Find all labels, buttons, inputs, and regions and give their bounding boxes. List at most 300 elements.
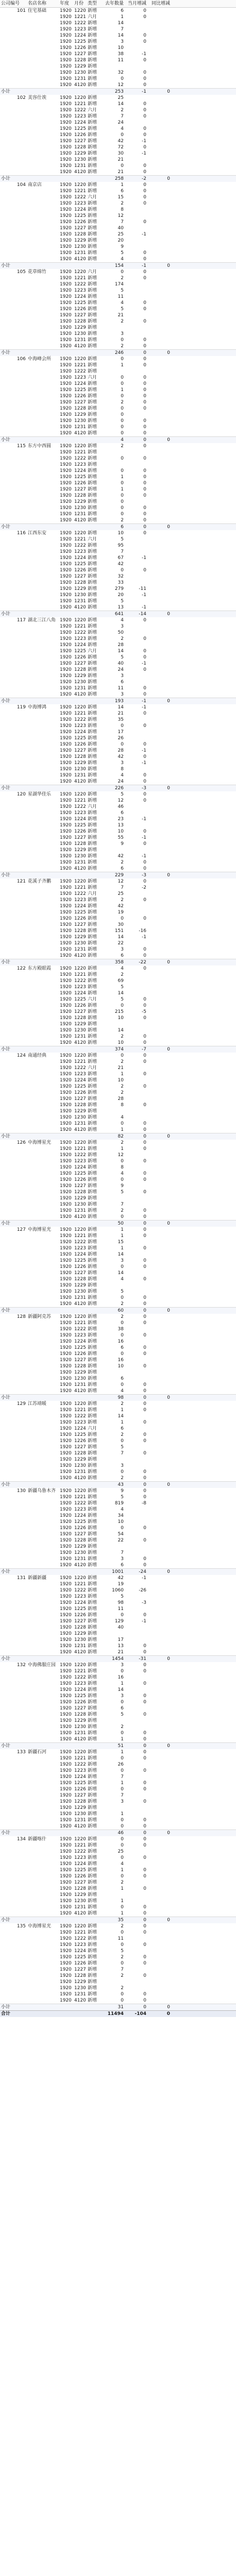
diff-cell: 0: [143, 1015, 146, 1021]
company-cell: [0, 200, 15, 207]
table-row: [0, 1177, 236, 1183]
pct-cell: [149, 1954, 170, 1960]
store-id-cell: [15, 1879, 28, 1886]
pct-cell: [149, 642, 170, 648]
store-name-cell: [28, 810, 60, 816]
company-cell: [0, 1718, 15, 1724]
type-cell: 新增: [88, 1333, 97, 1338]
table-row: [0, 885, 236, 891]
type-cell: 新增: [88, 1805, 97, 1810]
count-cell: 5: [121, 307, 124, 312]
count-cell: 0: [121, 1613, 124, 1618]
count-cell: 0: [121, 512, 124, 517]
store-name-cell: [28, 163, 60, 169]
table-row: [0, 853, 236, 859]
store-name-cell: [28, 1979, 60, 1985]
company-cell: [0, 580, 15, 586]
count-cell: 14: [117, 935, 124, 940]
subtotal-row: [0, 262, 236, 269]
count-cell: 14: [117, 1687, 124, 1692]
store-id-cell: [15, 772, 28, 778]
store-id-cell: [15, 778, 28, 785]
subtotal-diff-cell: -14: [139, 612, 146, 617]
year-cell: 1920: [60, 1270, 72, 1276]
pct-cell: [149, 318, 170, 325]
pct-cell: [149, 1991, 170, 1997]
store-id-cell: [15, 1649, 28, 1655]
store-id-cell: 120: [16, 792, 26, 797]
subtotal-label-cell: 小计: [1, 612, 11, 617]
diff-cell: [128, 1027, 149, 1033]
month-cell: 1229: [74, 412, 86, 417]
store-id-cell: [15, 1730, 28, 1736]
month-cell: 1230: [74, 418, 86, 423]
table-row: [0, 953, 236, 959]
pct-cell: [149, 1948, 170, 1954]
year-cell: 1920: [60, 1140, 72, 1145]
count-cell: 3: [121, 1799, 124, 1804]
year-cell: 1920: [60, 1911, 72, 1916]
store-name-cell: [28, 337, 60, 343]
pct-cell: [149, 1612, 170, 1618]
year-cell: 1920: [60, 1015, 72, 1021]
subtotal-diff-cell: -3: [142, 873, 146, 878]
month-cell: 1222: [74, 891, 86, 896]
count-cell: 11: [117, 1936, 124, 1941]
store-name-cell: [28, 1201, 60, 1208]
year-cell: 1920: [60, 1762, 72, 1767]
store-name-cell: [28, 1003, 60, 1009]
type-cell: 新增: [88, 163, 97, 168]
diff-cell: [128, 549, 149, 555]
company-cell: [0, 1102, 15, 1108]
year-cell: 1920: [60, 1258, 72, 1263]
company-cell: [0, 1531, 15, 1537]
table-row: [0, 207, 236, 213]
count-cell: 2: [121, 1084, 124, 1089]
table-row: [0, 1519, 236, 1525]
type-cell: 新增: [88, 916, 97, 921]
company-cell: [0, 511, 15, 517]
count-cell: 0: [121, 1320, 124, 1326]
type-cell: 新增: [88, 101, 97, 107]
table-row: [0, 592, 236, 598]
store-id-cell: 135: [16, 1924, 26, 1929]
table-row: [0, 916, 236, 922]
count-cell: 30: [117, 151, 124, 156]
subtotal-empty-cell: [74, 785, 88, 791]
count-cell: 129: [114, 1619, 124, 1624]
count-cell: 40: [117, 1625, 124, 1630]
type-cell: 新增: [88, 928, 97, 934]
type-cell: 新增: [88, 1090, 97, 1095]
store-name-cell: [28, 940, 60, 946]
company-cell: [0, 878, 15, 885]
month-cell: 1224: [74, 642, 86, 648]
pct-cell: [149, 269, 170, 275]
subtotal-label-cell: 小计: [1, 873, 11, 878]
type-cell: 新增: [88, 1911, 97, 1916]
type-cell: 新增: [88, 879, 97, 884]
pct-cell: [149, 1525, 170, 1531]
year-cell: 1920: [60, 1687, 72, 1692]
store-name-cell: [28, 1711, 60, 1718]
type-cell: 新增: [88, 337, 97, 343]
pct-cell: [149, 462, 170, 468]
count-cell: [101, 1892, 128, 1898]
type-cell: 新增: [88, 1712, 97, 1717]
table-row: [0, 1544, 236, 1550]
table-row: [0, 760, 236, 766]
subtotal-count-cell: 246: [114, 350, 124, 355]
month-cell: 1230: [74, 1202, 86, 1207]
pct-cell: [149, 63, 170, 70]
pct-cell: [149, 549, 170, 555]
count-cell: 28: [117, 642, 124, 648]
count-cell: 9: [121, 1183, 124, 1189]
store-id-cell: [15, 735, 28, 741]
month-cell: 1227: [74, 1967, 86, 1972]
diff-cell: 0: [143, 1905, 146, 1910]
year-cell: 1920: [60, 1650, 72, 1655]
store-name-cell: [28, 1376, 60, 1382]
type-cell: 新增: [88, 1637, 97, 1642]
store-id-cell: [15, 1537, 28, 1544]
diff-cell: 0: [143, 866, 146, 871]
pct-cell: [149, 368, 170, 375]
diff-cell: [128, 847, 149, 853]
count-cell: 1: [121, 1911, 124, 1916]
month-cell: 1222: [74, 978, 86, 984]
type-cell: 新增: [88, 512, 97, 517]
store-id-cell: 117: [16, 618, 26, 623]
month-cell: 1230: [74, 1986, 86, 1991]
count-cell: 3: [121, 760, 124, 766]
count-cell: 1: [121, 1072, 124, 1077]
company-cell: [0, 1643, 15, 1649]
company-cell: [0, 1363, 15, 1369]
table-row: [0, 729, 236, 735]
store-id-cell: [15, 1127, 28, 1133]
store-name-cell: [28, 922, 60, 928]
month-cell: 1231: [74, 947, 86, 952]
count-cell: 55: [117, 835, 124, 840]
count-cell: 67: [117, 555, 124, 561]
diff-cell: 0: [143, 132, 146, 138]
count-cell: 14: [117, 1028, 124, 1033]
table-row: [0, 1388, 236, 1394]
subtotal-empty-cell: [60, 1569, 74, 1575]
store-id-cell: [15, 1693, 28, 1699]
store-name-cell: [28, 188, 60, 194]
company-cell: [0, 1823, 15, 1829]
store-name-cell: [28, 169, 60, 175]
table-row: [0, 1730, 236, 1736]
month-cell: 1224: [74, 1426, 86, 1431]
diff-cell: 0: [143, 1320, 146, 1326]
pct-cell: [149, 1550, 170, 1556]
year-cell: 1920: [60, 369, 72, 374]
pct-cell: [149, 1786, 170, 1792]
diff-cell: 0: [143, 14, 146, 20]
type-cell: 新增: [88, 1327, 97, 1332]
store-id-cell: [15, 1096, 28, 1102]
pct-cell: [149, 1102, 170, 1108]
store-name-cell: [28, 480, 60, 486]
store-name-cell: [28, 1146, 60, 1152]
year-cell: 1920: [60, 307, 72, 312]
table-row: [0, 182, 236, 188]
month-cell: 1225: [74, 1868, 86, 1873]
year-cell: 1920: [60, 1314, 72, 1319]
month-cell: 4120: [74, 605, 86, 610]
store-id-cell: [15, 399, 28, 405]
type-cell: 六月: [88, 649, 97, 654]
type-cell: 新增: [88, 1793, 97, 1798]
month-cell: 1229: [74, 1457, 86, 1462]
store-id-cell: [15, 312, 28, 318]
count-cell: 2: [121, 344, 124, 349]
company-cell: [0, 1276, 15, 1282]
year-cell: 1920: [60, 1594, 72, 1599]
company-cell: [0, 1177, 15, 1183]
type-cell: 新增: [88, 1724, 97, 1730]
company-cell: [0, 536, 15, 543]
store-id-cell: [15, 1301, 28, 1307]
company-cell: [0, 940, 15, 946]
table-row: [0, 26, 236, 32]
subtotal-count-cell: 193: [114, 699, 124, 704]
company-cell: [0, 1612, 15, 1618]
store-name-cell: [28, 343, 60, 349]
month-cell: 1220: [74, 618, 86, 623]
store-name-cell: [28, 244, 60, 250]
subtotal-empty-cell: [88, 1221, 101, 1227]
store-name-cell: [28, 660, 60, 667]
diff-cell: 0: [143, 1140, 146, 1145]
diff-cell: -1: [142, 854, 146, 859]
store-name-cell: [28, 1967, 60, 1973]
store-name-cell: [28, 312, 60, 318]
type-cell: 新增: [88, 325, 97, 330]
subtotal-empty-cell: [15, 698, 28, 704]
table-row: [0, 1612, 236, 1618]
subtotal-empty-cell: [88, 89, 101, 95]
diff-cell: 0: [143, 1693, 146, 1699]
count-cell: 1: [121, 1246, 124, 1251]
type-cell: 新增: [88, 1718, 97, 1723]
pct-cell: [149, 654, 170, 660]
type-cell: 新增: [88, 238, 97, 243]
year-cell: 1920: [60, 991, 72, 996]
type-cell: 新增: [88, 1476, 97, 1481]
store-name-cell: [28, 1419, 60, 1426]
subtotal-empty-cell: [15, 872, 28, 878]
store-id-cell: [15, 1195, 28, 1201]
table-row: [0, 455, 236, 462]
store-id-cell: [15, 1108, 28, 1114]
month-cell: 1225: [74, 1432, 86, 1437]
year-cell: 1920: [60, 1986, 72, 1991]
count-cell: 0: [121, 406, 124, 411]
diff-cell: [128, 95, 149, 101]
table-row: [0, 1208, 236, 1214]
company-cell: [0, 82, 15, 88]
count-cell: 0: [121, 1333, 124, 1338]
subtotal-empty-cell: [28, 2004, 60, 2010]
pct-cell: [149, 1183, 170, 1189]
store-name-cell: [28, 399, 60, 405]
store-id-cell: [15, 660, 28, 667]
count-cell: 0: [121, 1843, 124, 1848]
type-cell: 新增: [88, 282, 97, 287]
store-id-cell: [15, 387, 28, 393]
table-row: [0, 343, 236, 349]
diff-cell: 0: [143, 1495, 146, 1500]
subtotal-empty-cell: [60, 263, 74, 269]
count-cell: 819: [114, 1501, 124, 1506]
company-cell: [0, 505, 15, 511]
table-row: [0, 996, 236, 1003]
diff-cell: [128, 20, 149, 26]
store-name-cell: [28, 225, 60, 231]
store-name-cell: [28, 381, 60, 387]
count-cell: 42: [117, 754, 124, 759]
table-row: [0, 51, 236, 57]
store-id-cell: [15, 1090, 28, 1096]
company-cell: [0, 256, 15, 262]
type-cell: 新增: [88, 1314, 97, 1319]
pct-cell: [149, 1817, 170, 1823]
count-cell: 9: [121, 244, 124, 249]
type-cell: 新增: [88, 1513, 97, 1518]
subtotal-empty-cell: [60, 698, 74, 704]
store-id-cell: [15, 1861, 28, 1867]
company-cell: [0, 972, 15, 978]
table-row: [0, 1792, 236, 1799]
year-cell: 1920: [60, 101, 72, 107]
table-row: [0, 63, 236, 70]
count-cell: 14: [117, 1414, 124, 1419]
type-cell: 新增: [88, 711, 97, 716]
type-cell: 六月: [88, 195, 97, 200]
subtotal-diff-cell: 0: [143, 1743, 146, 1749]
type-cell: 新增: [88, 1818, 97, 1823]
month-cell: 1229: [74, 1631, 86, 1636]
company-cell: [0, 499, 15, 505]
pct-cell: [149, 1562, 170, 1568]
store-name-cell: [28, 219, 60, 225]
store-id-cell: [15, 754, 28, 760]
month-cell: 1226: [74, 1700, 86, 1705]
pct-cell: [149, 1152, 170, 1158]
diff-cell: [128, 368, 149, 375]
subtotal-label-cell: 小计: [1, 350, 11, 355]
count-cell: 3: [121, 692, 124, 697]
store-name-cell: [28, 1892, 60, 1898]
type-cell: 新增: [88, 1003, 97, 1008]
type-cell: 新增: [88, 860, 97, 865]
diff-cell: [128, 1090, 149, 1096]
type-cell: 新增: [88, 736, 97, 741]
pct-cell: [149, 1208, 170, 1214]
company-cell: [0, 76, 15, 82]
diff-cell: -11: [139, 586, 146, 591]
company-cell: [0, 598, 15, 604]
pct-cell: [149, 107, 170, 113]
year-cell: 1920: [60, 1146, 72, 1151]
count-cell: 2: [121, 1724, 124, 1730]
diff-cell: 0: [143, 1333, 146, 1338]
store-name-cell: [28, 325, 60, 331]
type-cell: 新增: [88, 219, 97, 225]
type-cell: 新增: [88, 82, 97, 88]
count-cell: 2: [121, 1880, 124, 1885]
diff-cell: [128, 1892, 149, 1898]
pct-cell: [149, 1108, 170, 1114]
count-cell: 4: [121, 300, 124, 306]
company-cell: [0, 573, 15, 580]
month-cell: 1220: [74, 8, 86, 13]
year-cell: 1920: [60, 848, 72, 853]
month-cell: 1229: [74, 64, 86, 69]
month-cell: 1225: [74, 39, 86, 44]
store-name-cell: [28, 150, 60, 157]
count-cell: [101, 1544, 128, 1550]
table-row: [0, 1189, 236, 1195]
subtotal-count-cell: 51: [117, 1743, 124, 1749]
store-name-cell: [28, 1282, 60, 1289]
store-id-cell: [15, 1936, 28, 1942]
count-cell: 1: [121, 1899, 124, 1904]
count-cell: 33: [117, 580, 124, 585]
count-cell: 1: [121, 1233, 124, 1239]
company-cell: [0, 1401, 15, 1407]
table-row: [0, 1121, 236, 1127]
count-cell: 0: [121, 1824, 124, 1829]
type-cell: 新增: [88, 972, 97, 977]
diff-cell: [128, 1550, 149, 1556]
subtotal-empty-cell: [74, 1569, 88, 1575]
diff-cell: [128, 1357, 149, 1363]
type-cell: 新增: [88, 170, 97, 175]
company-cell: [0, 1444, 15, 1450]
month-cell: 1228: [74, 1886, 86, 1891]
diff-cell: 0: [143, 1992, 146, 1997]
diff-cell: 0: [143, 879, 146, 884]
store-name-cell: [28, 1369, 60, 1376]
diff-cell: 0: [143, 145, 146, 150]
pct-cell: [149, 691, 170, 698]
store-name-cell: [28, 200, 60, 207]
store-name-cell: [28, 1432, 60, 1438]
type-cell: 新增: [88, 33, 97, 38]
type-cell: 新增: [88, 1868, 97, 1873]
pct-cell: [149, 853, 170, 859]
table-row: [0, 1525, 236, 1531]
count-cell: 22: [117, 941, 124, 946]
subtotal-empty-cell: [88, 2004, 101, 2010]
pct-cell: [149, 1413, 170, 1419]
subtotal-empty-cell: [28, 263, 60, 269]
diff-cell: 0: [143, 723, 146, 728]
type-cell: 新增: [88, 182, 97, 188]
month-cell: 1225: [74, 126, 86, 131]
store-id-cell: [15, 1376, 28, 1382]
store-id-cell: [15, 1033, 28, 1040]
pct-cell: [149, 76, 170, 82]
year-cell: 1920: [60, 1998, 72, 2003]
